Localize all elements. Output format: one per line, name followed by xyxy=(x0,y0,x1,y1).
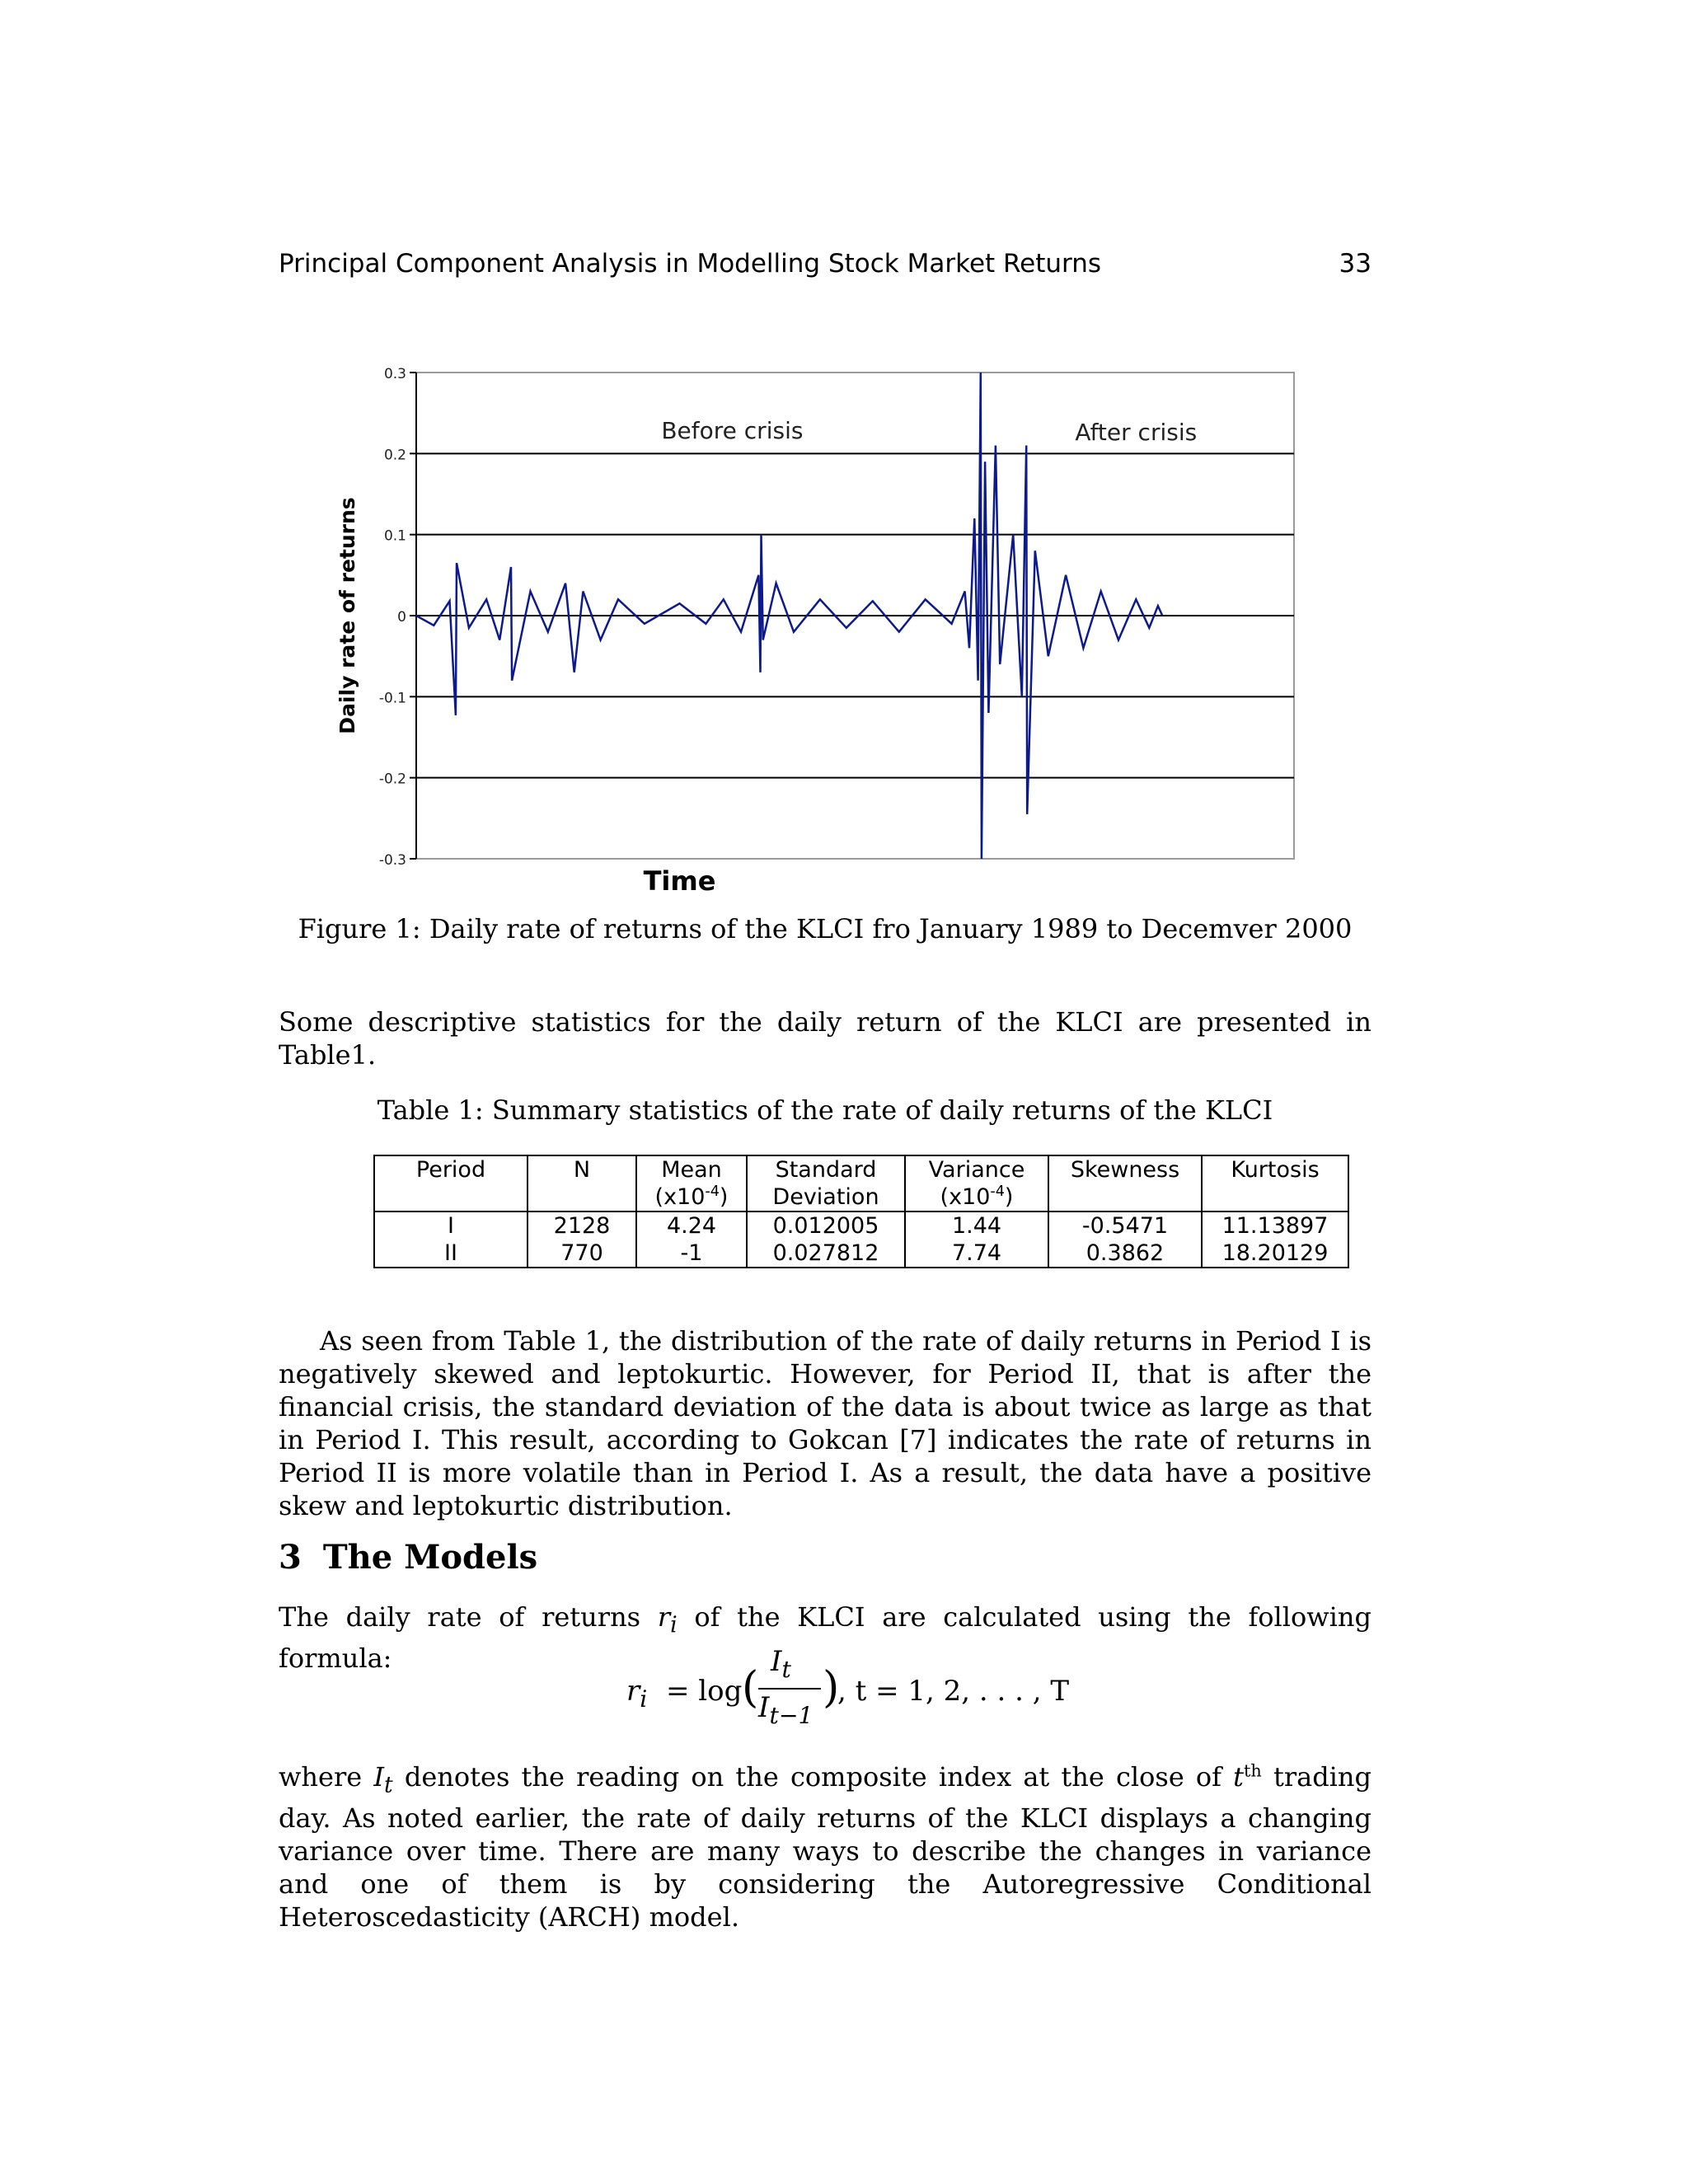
th-period: Period xyxy=(374,1155,528,1212)
figure-caption: Figure 1: Daily rate of returns of the KLCI fro January 1989 to Decemver 2000 xyxy=(298,913,1353,944)
formula-lhs xyxy=(626,1675,647,1713)
table-header-row xyxy=(374,1155,1348,1212)
th-variance-unit: (x10 xyxy=(940,1184,991,1210)
th-n: N xyxy=(528,1155,636,1212)
cell-kurtosis: 11.13897 xyxy=(1202,1212,1348,1240)
paragraph-discussion: As seen from Table 1, the distribution of the rate of daily returns in Period I is negatively skewed and leptokurtic. However, for Period II, that is after the financial crisis, the standard deviation of the data is about twice as large as that in Period I. This result, according to Gokcan [7] indicates the rate of returns in Period II is more volatile than in Period I. As a result, the data have a positive skew and leptokurtic distribution. xyxy=(279,1325,1372,1521)
formula-lparen: ( xyxy=(742,1663,759,1713)
formula-num-var: I xyxy=(771,1645,782,1678)
th-variance-close: ) xyxy=(1004,1184,1014,1210)
y-tick-label: 0.3 xyxy=(383,366,406,382)
th-variance-label: Variance xyxy=(928,1157,1025,1183)
section-heading xyxy=(279,1538,537,1577)
table-row xyxy=(374,1212,1348,1240)
stats-table xyxy=(373,1155,1349,1268)
formula-den-var: I xyxy=(758,1691,770,1724)
th-mean-label: Mean xyxy=(661,1157,722,1183)
th-mean-exp: -4 xyxy=(705,1183,720,1200)
y-tick-label: -0.3 xyxy=(378,852,406,869)
formula-lhs-sub: i xyxy=(640,1685,648,1713)
y-tick-label: -0.2 xyxy=(378,771,406,788)
para2-I-sub: t xyxy=(383,1772,393,1798)
section-number: 3 xyxy=(279,1538,302,1577)
para2-t: t xyxy=(1233,1761,1245,1793)
stats-table-wrap xyxy=(373,1155,1349,1268)
cell-kurtosis: 18.20129 xyxy=(1202,1240,1348,1268)
th-sd-1: Standard xyxy=(775,1157,877,1183)
para2-I: I xyxy=(373,1761,384,1793)
table-row xyxy=(374,1240,1348,1268)
annotation-after-crisis: After crisis xyxy=(1075,419,1198,446)
y-tick-label: 0 xyxy=(397,609,406,626)
header-title: Principal Component Analysis in Modelling Stock Market Returns xyxy=(279,249,1102,279)
cell-variance: 7.74 xyxy=(905,1240,1048,1268)
cell-skewness: 0.3862 xyxy=(1048,1240,1202,1268)
para2-part1: where xyxy=(279,1761,374,1793)
y-tick-label: 0.2 xyxy=(383,447,406,464)
cell-n: 2128 xyxy=(528,1212,636,1240)
th-variance xyxy=(905,1155,1048,1212)
th-skewness: Skewness xyxy=(1048,1155,1202,1212)
th-variance-exp: -4 xyxy=(990,1183,1005,1200)
formula-denominator xyxy=(758,1691,814,1729)
y-axis-label: Daily rate of returns xyxy=(335,497,359,734)
table-caption: Table 1: Summary statistics of the rate of daily returns of the KLCI xyxy=(377,1094,1273,1126)
para2-th: th xyxy=(1244,1760,1262,1781)
cell-variance: 1.44 xyxy=(905,1212,1048,1240)
cell-sd: 0.027812 xyxy=(747,1240,905,1268)
cell-period: II xyxy=(374,1240,528,1268)
th-sd-2: Deviation xyxy=(772,1184,879,1210)
annotation-before-crisis: Before crisis xyxy=(661,417,804,444)
fraction-line xyxy=(758,1688,821,1690)
returns-chart xyxy=(313,354,1319,907)
cell-mean: 4.24 xyxy=(636,1212,747,1240)
formula-rparen: ) xyxy=(823,1663,840,1713)
para2-part3: trading day. As noted earlier, the rate of daily returns of the KLCI displays a changing variance over time. There are many ways to describe the changes in variance and one of them is by considering the Autoregressive Conditional Heteroscedasticity (ARCH) model. xyxy=(279,1761,1372,1933)
section-title: The Models xyxy=(322,1538,538,1577)
th-mean-unit: (x10 xyxy=(654,1184,706,1210)
y-tick-label: -0.1 xyxy=(378,690,406,707)
cell-n: 770 xyxy=(528,1240,636,1268)
formula-num-sub: t xyxy=(781,1655,791,1683)
y-tick-label: 0.1 xyxy=(383,527,406,545)
page-number: 33 xyxy=(1339,249,1372,279)
chart-svg xyxy=(313,354,1319,907)
models-intro-after: of the KLCI are calculated using the following formula: xyxy=(279,1601,1372,1675)
x-axis-label: Time xyxy=(643,865,716,897)
th-mean xyxy=(636,1155,747,1212)
formula-lhs-var: r xyxy=(626,1675,640,1708)
formula-range: , t = 1, 2, . . . , T xyxy=(837,1675,1070,1708)
th-kurtosis: Kurtosis xyxy=(1202,1155,1348,1212)
formula-numerator xyxy=(771,1645,791,1683)
models-intro-before: The daily rate of returns xyxy=(279,1601,658,1633)
para2-part2: denotes the reading on the composite index at the close of xyxy=(392,1761,1234,1793)
formula-den-sub: t−1 xyxy=(769,1701,814,1729)
intro-sentence: Some descriptive statistics for the daily return of the KLCI are presented in Table1. xyxy=(279,1006,1372,1071)
th-mean-close: ) xyxy=(719,1184,729,1210)
models-intro-var: r xyxy=(657,1601,671,1633)
cell-skewness: -0.5471 xyxy=(1048,1212,1202,1240)
models-intro-sub: i xyxy=(670,1612,678,1638)
cell-period: I xyxy=(374,1212,528,1240)
cell-mean: -1 xyxy=(636,1240,747,1268)
formula-eq: = log xyxy=(666,1675,743,1708)
th-sd xyxy=(747,1155,905,1212)
running-head xyxy=(279,249,1372,279)
paragraph-arch xyxy=(279,1760,1372,1933)
cell-sd: 0.012005 xyxy=(747,1212,905,1240)
